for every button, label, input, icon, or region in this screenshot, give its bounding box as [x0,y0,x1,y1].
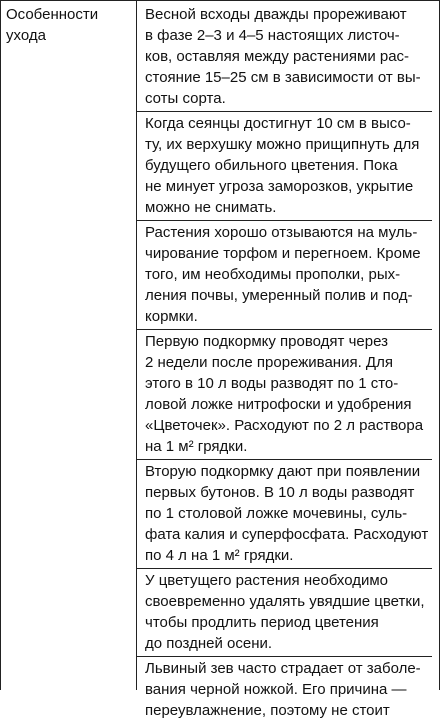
care-paragraph [145,331,435,457]
care-paragraph [145,461,435,566]
paragraph-line: Львиный зев часто страдает от заболе- [145,660,421,677]
paragraph-line: по 4 л на 1 м² грядки. [145,547,294,564]
care-paragraph [145,658,435,721]
paragraph-line: ловой ложке нитрофоски и удобрения [145,396,412,413]
care-paragraph [145,222,435,327]
paragraph-line: соты сорта. [145,90,226,107]
paragraph-line: фата калия и суперфосфата. Расходуют [145,526,429,543]
paragraph-separator [137,459,432,460]
paragraph-line: на 1 м² грядки. [145,438,248,455]
paragraph-separator [137,656,432,657]
paragraph-line: ления почвы, умеренный полив и под- [145,287,413,304]
paragraph-line: вания черной ножкой. Его причина — [145,681,407,698]
care-paragraph [145,570,435,654]
column-divider [136,0,137,690]
care-description-cell [145,4,435,721]
paragraph-line: до поздней осени. [145,635,273,652]
row-header-line: Особенности [6,6,99,23]
paragraph-line: У цветущего растения необходимо [145,572,389,589]
paragraph-line: не минует угроза заморозков, укрытие [145,178,414,195]
care-paragraph [145,4,435,109]
paragraph-line: Растения хорошо отзываются на муль- [145,224,418,241]
row-header-line: ухода [6,27,46,44]
paragraph-line: 2 недели после прореживания. Для [145,354,393,371]
paragraph-separator [137,568,432,569]
paragraph-line: Первую подкормку проводят через [145,333,388,350]
paragraph-line: чирование торфом и перегноем. Кроме [145,245,421,262]
paragraph-separator [137,220,432,221]
paragraph-line: будущего обильного цветения. Пока [145,157,398,174]
row-header-cell [6,4,132,46]
paragraph-line: этого в 10 л воды разводят по 1 сто- [145,375,399,392]
paragraph-line: «Цветочек». Расходуют по 2 л раствора [145,417,424,434]
paragraph-line: Когда сеянцы достигнут 10 см в высо- [145,115,411,132]
paragraph-line: можно не снимать. [145,199,277,216]
paragraph-line: того, им необходимы прополки, рых- [145,266,401,283]
paragraph-line: переувлажнение, поэтому не стоит [145,702,390,719]
care-paragraph [145,113,435,218]
paragraph-line: своевременно удалять увядшие цветки, [145,593,425,610]
paragraph-line: Весной всходы дважды прореживают [145,6,407,23]
paragraph-line: кормки. [145,308,198,325]
paragraph-line: ков, оставляя между растениями рас- [145,48,410,65]
paragraph-line: стояние 15–25 см в зависимости от вы- [145,69,421,86]
paragraph-separator [137,329,432,330]
paragraph-line: первых бутонов. В 10 л воды разводят [145,484,415,501]
paragraph-line: в фазе 2–3 и 4–5 настоящих листоч- [145,27,400,44]
paragraph-line: Вторую подкормку дают при появлении [145,463,421,480]
paragraph-line: по 1 столовой ложке мочевины, суль- [145,505,408,522]
paragraph-line: чтобы продлить период цветения [145,614,379,631]
paragraph-separator [137,111,432,112]
paragraph-line: ту, их верхушку можно прищипнуть для [145,136,420,153]
